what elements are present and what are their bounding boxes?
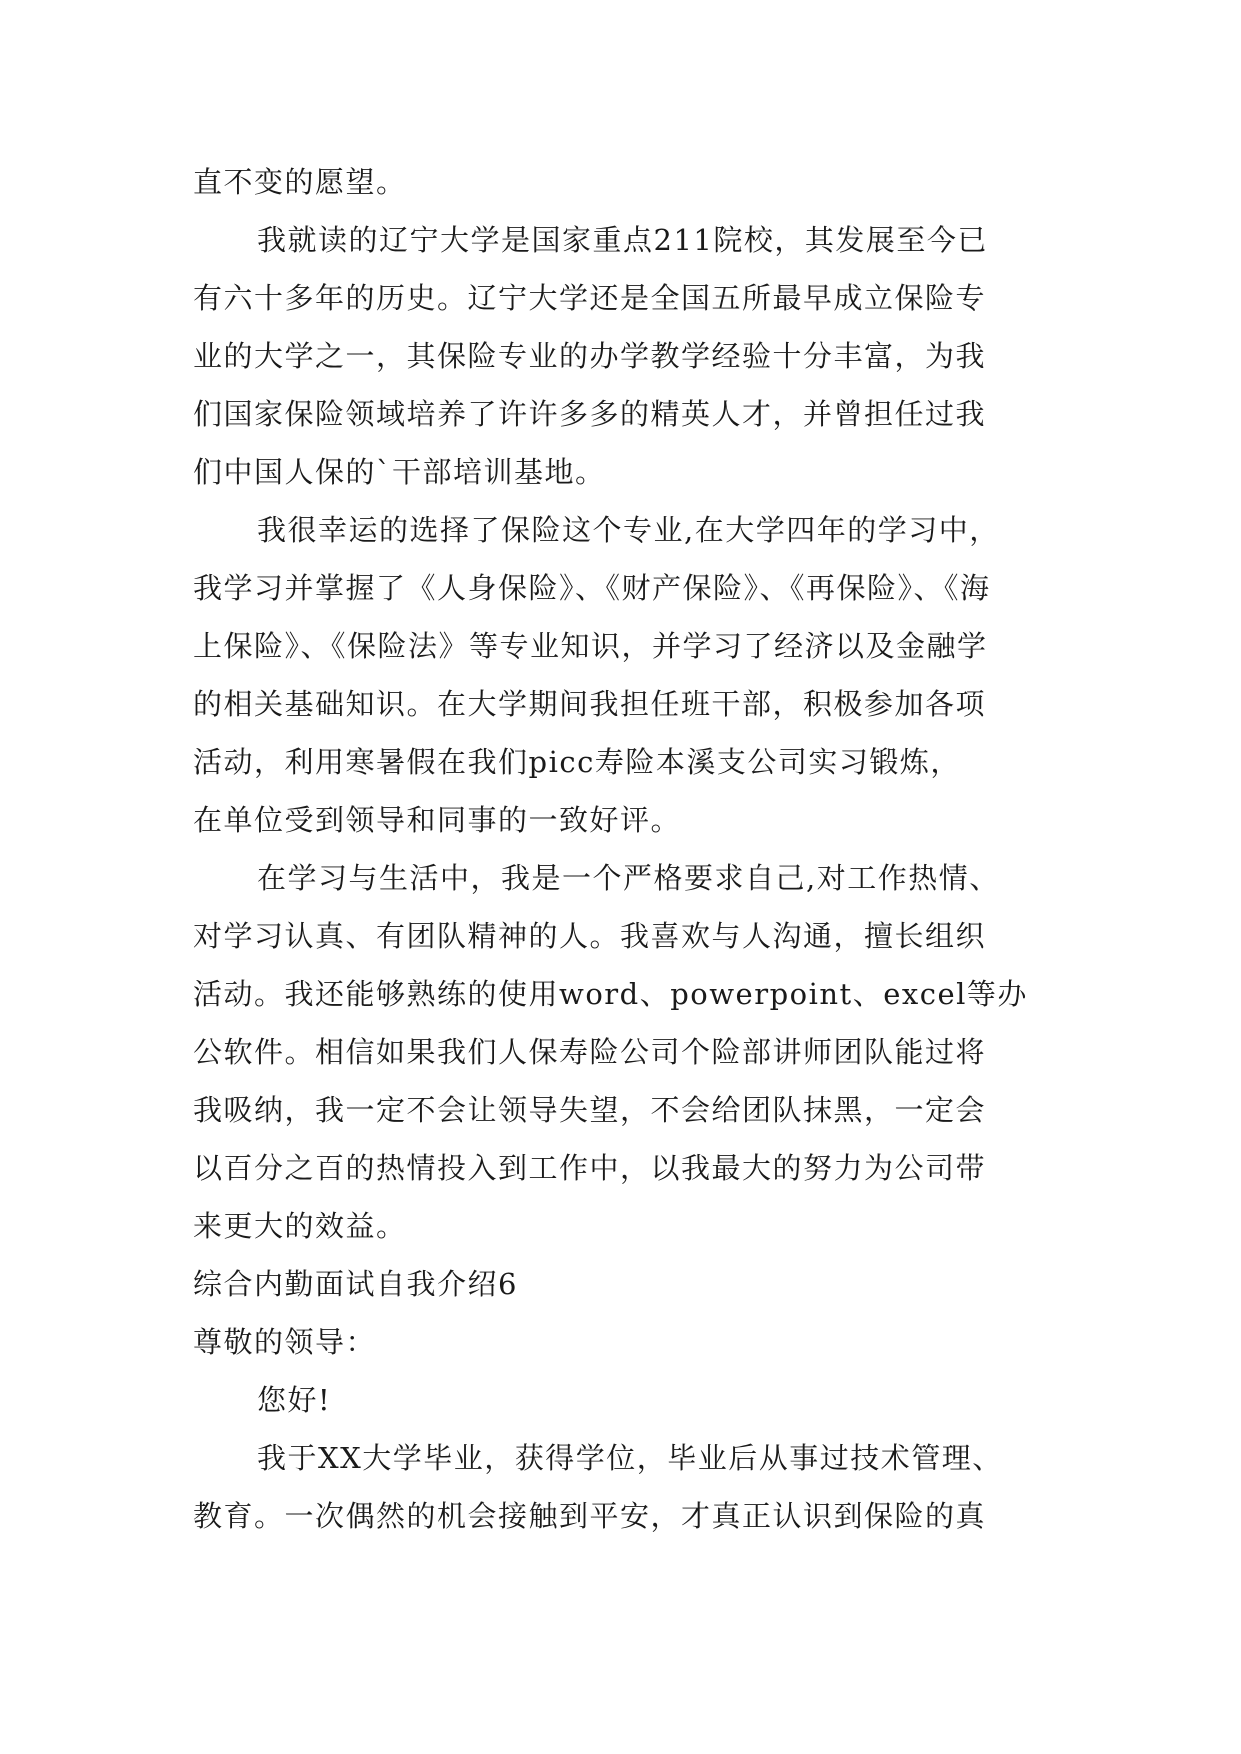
text-line: 活动，利用寒暑假在我们picc寿险本溪支公司实习锻炼， xyxy=(193,745,961,779)
text-line: 在单位受到领导和同事的一致好评。 xyxy=(193,803,682,837)
text-line: 直不变的愿望。 xyxy=(193,165,407,199)
text-line: 公软件。相信如果我们人保寿险公司个险部讲师团队能过将 xyxy=(193,1035,987,1069)
paragraph-first-line: 在学习与生活中，我是一个严格要求自己,对工作热情、 xyxy=(257,861,1000,895)
greeting: 您好! xyxy=(257,1383,332,1417)
text-line: 活动。我还能够熟练的使用word、powerpoint、excel等办 xyxy=(193,977,1028,1011)
text-line: 业的大学之一，其保险专业的办学教学经验十分丰富，为我 xyxy=(193,339,987,373)
text-line: 教育。一次偶然的机会接触到平安，才真正认识到保险的真 xyxy=(193,1499,987,1533)
document-body xyxy=(193,153,1063,1545)
paragraph-first-line: 我就读的辽宁大学是国家重点211院校，其发展至今已 xyxy=(257,223,988,257)
text-line: 们国家保险领域培养了许许多多的精英人才，并曾担任过我 xyxy=(193,397,987,431)
text-line: 上保险》、《保险法》等专业知识，并学习了经济以及金融学 xyxy=(193,629,988,663)
paragraph-first-line: 我很幸运的选择了保险这个专业,在大学四年的学习中， xyxy=(257,513,1000,547)
text-line: 对学习认真、有团队精神的人。我喜欢与人沟通，擅长组织 xyxy=(193,919,987,953)
text-line: 我学习并掌握了《人身保险》、《财产保险》、《再保险》、《海 xyxy=(193,571,991,605)
paragraph-first-line: 我于XX大学毕业，获得学位，毕业后从事过技术管理、 xyxy=(257,1441,1003,1475)
text-line: 有六十多年的历史。辽宁大学还是全国五所最早成立保险专 xyxy=(193,281,987,315)
salutation: 尊敬的领导： xyxy=(193,1325,377,1359)
text-line: 们中国人保的`干部培训基地。 xyxy=(193,455,606,489)
section-title: 综合内勤面试自我介绍6 xyxy=(193,1267,518,1301)
text-line: 来更大的效益。 xyxy=(193,1209,407,1243)
text-line: 以百分之百的热情投入到工作中，以我最大的努力为公司带 xyxy=(193,1151,987,1185)
text-line: 我吸纳，我一定不会让领导失望，不会给团队抹黑，一定会 xyxy=(193,1093,987,1127)
text-line: 的相关基础知识。在大学期间我担任班干部，积极参加各项 xyxy=(193,687,987,721)
